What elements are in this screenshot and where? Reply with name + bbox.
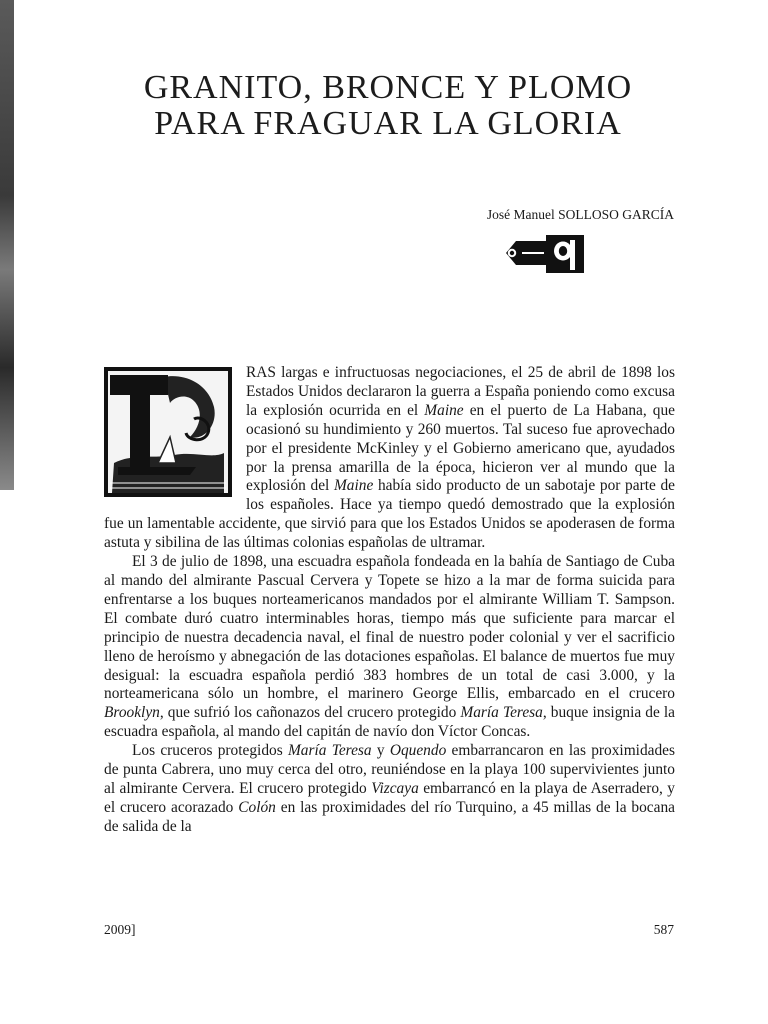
p3-text-and: y — [371, 742, 390, 760]
author-name: José Manuel SOLLOSO GARCÍA — [486, 207, 674, 222]
naval-insignia-icon — [492, 232, 586, 274]
p3-text-end: en las proximidades del río Turquino, a 45 millas de la bocana de salida de la — [104, 798, 675, 835]
page-number: 587 — [653, 922, 674, 937]
p2-text-mid: , que sufrió los cañonazos del crucero protegido — [159, 704, 461, 722]
paragraph-3 — [104, 742, 675, 837]
title-line-2: PARA FRAGUAR LA GLORIA — [154, 105, 622, 142]
p1-italic-maine-1: Maine — [424, 401, 464, 419]
p3-text-start: Los cruceros protegidos — [132, 742, 288, 760]
p2-italic-maria-teresa: María Teresa — [460, 704, 543, 722]
p1-text-start: RAS largas e infructuosas negociaciones, el 25 de abril de 1898 los Estados Unidos declararon la guerra a España poniendo como excusa la explosión ocurrida en el — [246, 364, 675, 419]
p3-italic-maria-teresa: María Teresa — [287, 742, 372, 760]
p3-text-mid-2: embarrancó en la playa de Aserradero, y el crucero acorazado — [104, 779, 675, 816]
paragraph-2 — [104, 553, 675, 742]
p2-text-start: El 3 de julio de 1898, una escuadra española fondeada en la bahía de Santiago de Cuba al mando del almirante Pascual Cervera y Topete se hizo a la mar de forma suicida para enfrentarse a los buques norteamericanos mandados por el almirante William T. Sampson. El combate duró cuatro interminables horas, tiempo más que suficiente para marcar el principio de nuestra decadencia naval, el final de nuestro poder colonial y ver el sacrificio lleno de heroísmo y abnegación de las dotaciones españolas. El balance de muertos fue muy desigual: la escuadra española perdió 383 hombres de un total de casi 3.000, y la norteamericana sólo un hombre, el marinero George Ellis, embarcado en el crucero — [104, 553, 675, 703]
p3-italic-colon: Colón — [238, 798, 276, 816]
p1-text-mid: en el puerto de La Habana, que ocasionó su hundimiento y 260 muertos. Tal suceso fue aprovechado por el presidente McKinley y el Gobierno americano que, ayudados por la prensa amarilla de la época, hicieron ver al mundo que la explosión del — [246, 401, 675, 495]
decorated-initial-T — [104, 367, 232, 497]
p3-text-mid: embarrancaron en las proximidades de punta Cabrera, uno muy cerca del otro, reuniéndose en la playa 100 supervivientes junto al almirante Cervera. El crucero protegido — [104, 742, 675, 797]
title-line-1: GRANITO, BRONCE Y PLOMO — [143, 69, 633, 106]
p2-text-end: , buque insignia de la escuadra española, al mando del capitán de navío don Víctor Concas. — [104, 704, 675, 741]
p3-italic-oquendo: Oquendo — [389, 742, 447, 760]
p1-italic-maine-2: Maine — [333, 477, 374, 495]
p1-text-end: había sido producto de un sabotaje por parte de los españoles. Hace ya tiempo quedó demostrado que la explosión fue un lamentable accidente, que sirvió para que los Estados Unidos se apoderasen de forma astuta y sibilina de las últimas colonias españolas de ultramar. — [104, 477, 675, 552]
p3-italic-vizcaya: Vizcaya — [371, 779, 419, 797]
p2-italic-brooklyn: Brooklyn — [104, 704, 160, 722]
article-body — [104, 364, 675, 837]
photo-edge-strip — [0, 0, 14, 490]
footer-year: 2009] — [104, 922, 136, 937]
article-title — [100, 70, 676, 142]
